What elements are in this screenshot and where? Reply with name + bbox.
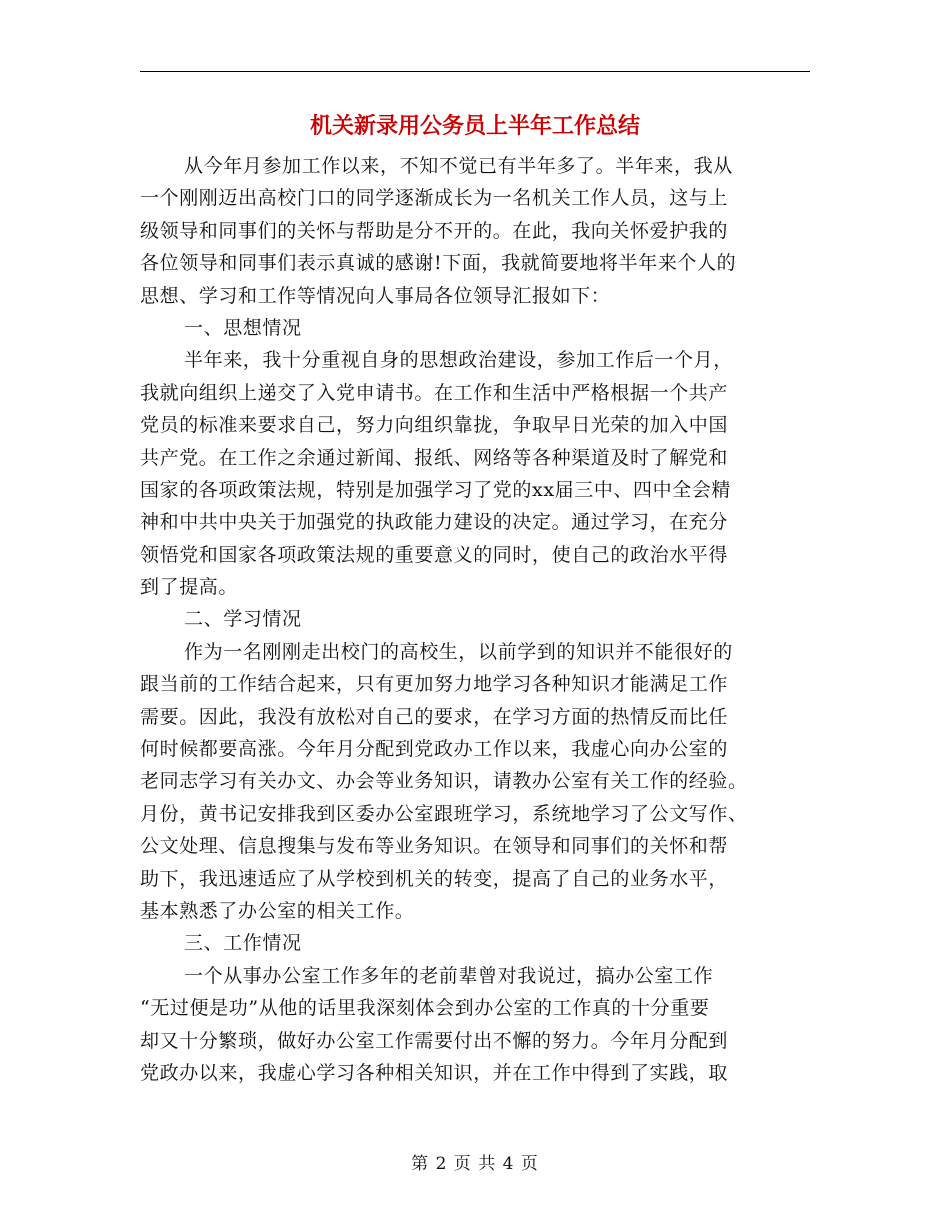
body-line: 国家的各项政策法规，特别是加强学习了党的xx届三中、四中全会精 bbox=[140, 478, 732, 501]
header-rule bbox=[140, 71, 810, 72]
body-line: 我就向组织上递交了入党申请书。在工作和生活中严格根据一个共产 bbox=[140, 381, 729, 404]
body-line: 助下，我迅速适应了从学校到机关的转变，提高了自己的业务水平， bbox=[140, 867, 729, 890]
body-line: 共产党。在工作之余通过新闻、报纸、网络等各种渠道及时了解党和 bbox=[140, 446, 729, 469]
section-heading: 二、学习情况 bbox=[184, 608, 302, 631]
document-body bbox=[140, 150, 810, 1089]
body-line: 基本熟悉了办公室的相关工作。 bbox=[140, 899, 415, 922]
body-line: 却又十分繁琐，做好办公室工作需要付出不懈的努力。今年月分配到 bbox=[140, 1029, 729, 1052]
body-line: 作为一名刚刚走出校门的高校生，以前学到的知识并不能很好的 bbox=[184, 640, 733, 663]
body-line: 领悟党和国家各项政策法规的重要意义的同时，使自己的政治水平得 bbox=[140, 543, 729, 566]
body-line: 半年来，我十分重视自身的思想政治建设，参加工作后一个月， bbox=[184, 349, 733, 372]
body-line: 何时候都要高涨。今年月分配到党政办工作以来，我虚心向办公室的 bbox=[140, 738, 729, 761]
page-number: 第 2 页 共 4 页 bbox=[411, 1154, 539, 1174]
body-line: 公文处理、信息搜集与发布等业务知识。在领导和同事们的关怀和帮 bbox=[140, 835, 729, 858]
body-line: 需要。因此，我没有放松对自己的要求，在学习方面的热情反而比任 bbox=[140, 705, 729, 728]
body-line: 从今年月参加工作以来，不知不觉已有半年多了。半年来，我从 bbox=[184, 155, 733, 177]
section-heading: 一、思想情况 bbox=[184, 316, 302, 339]
body-line: 神和中共中央关于加强党的执政能力建设的决定。通过学习，在充分 bbox=[140, 511, 729, 534]
document-title: 机关新录用公务员上半年工作总结 bbox=[309, 113, 640, 139]
body-line: 各位领导和同事们表示真诚的感谢!下面，我就简要地将半年来个人的 bbox=[140, 252, 737, 275]
body-line: 思想、学习和工作等情况向人事局各位领导汇报如下： bbox=[140, 284, 611, 307]
body-line: 党员的标准来要求自己，努力向组织靠拢，争取早日光荣的加入中国 bbox=[140, 414, 729, 437]
section-heading: 三、工作情况 bbox=[184, 932, 302, 955]
body-line: 级领导和同事们的关怀与帮助是分不开的。在此，我向关怀爱护我的 bbox=[140, 219, 729, 242]
body-line: 老同志学习有关办文、办会等业务知识，请教办公室有关工作的经验。 bbox=[140, 770, 748, 793]
body-line: 一个刚刚迈出高校门口的同学逐渐成长为一名机关工作人员，这与上 bbox=[140, 187, 729, 210]
body-line: 跟当前的工作结合起来，只有更加努力地学习各种知识才能满足工作 bbox=[140, 673, 729, 696]
body-line: 月份，黄书记安排我到区委办公室跟班学习，系统地学习了公文写作、 bbox=[140, 802, 748, 825]
body-line: 到了提高。 bbox=[140, 576, 239, 599]
body-line: 党政办以来，我虚心学习各种相关知识，并在工作中得到了实践，取 bbox=[140, 1061, 729, 1084]
body-line: 一个从事办公室工作多年的老前辈曾对我说过，搞办公室工作 bbox=[184, 964, 714, 987]
body-line: “无过便是功”从他的话里我深刻体会到办公室的工作真的十分重要 bbox=[140, 997, 710, 1020]
